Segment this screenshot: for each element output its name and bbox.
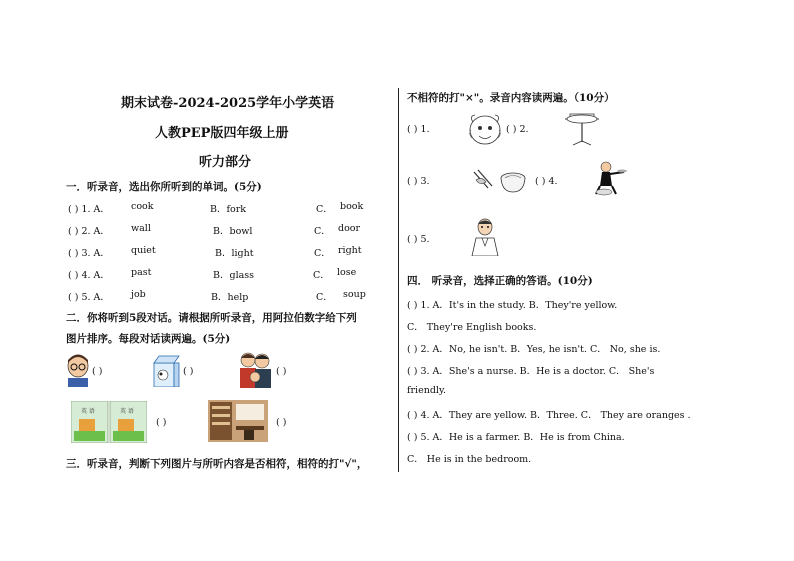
page-title: 期末试卷-2024-2025学年小学英语 (121, 96, 335, 111)
section2-blank[interactable]: ( ) (156, 417, 167, 428)
sketch-dog-picture (467, 112, 503, 148)
section4-heading: 四． 听录音，选择正确的答语。(10分) (407, 275, 593, 287)
section1-item: ( ) 2. A． wall B．bowl C． door (68, 223, 361, 237)
page-subtitle: 人教PEP版四年级上册 (155, 126, 289, 141)
study-room-picture (208, 400, 268, 442)
section3-item-label: ( ) 3. (407, 176, 430, 187)
section3-item-label: ( ) 2. (506, 124, 529, 135)
svg-text:英 语: 英 语 (120, 408, 134, 415)
section4-line: C． He is in the bedroom. (407, 454, 532, 465)
textbooks-picture (71, 401, 147, 443)
column-divider (398, 88, 399, 472)
section4-line: ( ) 5. A．He is a farmer. B．He is from China. (407, 432, 625, 443)
section1-item: ( ) 3. A． quiet B．light C． right (68, 245, 362, 259)
section2-heading-line2: 图片排序。每段对话读两遍。(5分) (66, 333, 231, 345)
section4-line: C． They're English books. (407, 322, 537, 333)
man-in-coat-picture (470, 216, 500, 256)
section4-line: ( ) 4. A．They are yellow. B．Three. C． They are oranges . (407, 410, 691, 421)
section3-item-label: ( ) 5. (407, 234, 430, 245)
section4-line: ( ) 2. A．No, he isn't. B．Yes, he isn't. C． No, she is. (407, 344, 661, 355)
section4-line: ( ) 1. A．It's in the study. B．They're yellow. (407, 300, 618, 311)
section2-blank[interactable]: ( ) (276, 366, 287, 377)
section2-blank[interactable]: ( ) (183, 366, 194, 377)
milk-carton-picture (148, 355, 180, 387)
family-picture (236, 350, 274, 390)
svg-text:英 语: 英 语 (81, 408, 95, 415)
table-picture (565, 112, 599, 148)
section1-item: ( ) 1. A． cook B．fork C． book (68, 201, 364, 215)
section1-item: ( ) 5. A． job B．help C． soup (68, 289, 366, 303)
section1-item: ( ) 4. A． past B．glass C． lose (68, 267, 357, 281)
section2-heading-line1: 二．你将听到5段对话。请根据所听录音，用阿拉伯数字给下列 (66, 312, 357, 324)
section4-line: friendly. (407, 385, 447, 396)
section3-heading-cont: 不相符的打"×"。录音内容读两遍。（10分） (407, 92, 615, 104)
waiter-picture (592, 160, 628, 196)
section3-heading: 三．听录音，判断下列图片与所听内容是否相符，相符的打"√"， (66, 458, 368, 470)
chopsticks-and-bowl-picture (472, 166, 528, 196)
section2-blank[interactable]: ( ) (276, 417, 287, 428)
section3-item-label: ( ) 4. (535, 176, 558, 187)
section4-line: ( ) 3. A．She's a nurse. B．He is a doctor. C． She's (407, 366, 655, 377)
section2-blank[interactable]: ( ) (92, 366, 103, 377)
boy-with-glasses-picture (66, 353, 90, 387)
part-title: 听力部分 (199, 155, 252, 170)
section3-item-label: ( ) 1. (407, 124, 430, 135)
section1-heading: 一．听录音，选出你所听到的单词。(5分) (66, 181, 262, 193)
